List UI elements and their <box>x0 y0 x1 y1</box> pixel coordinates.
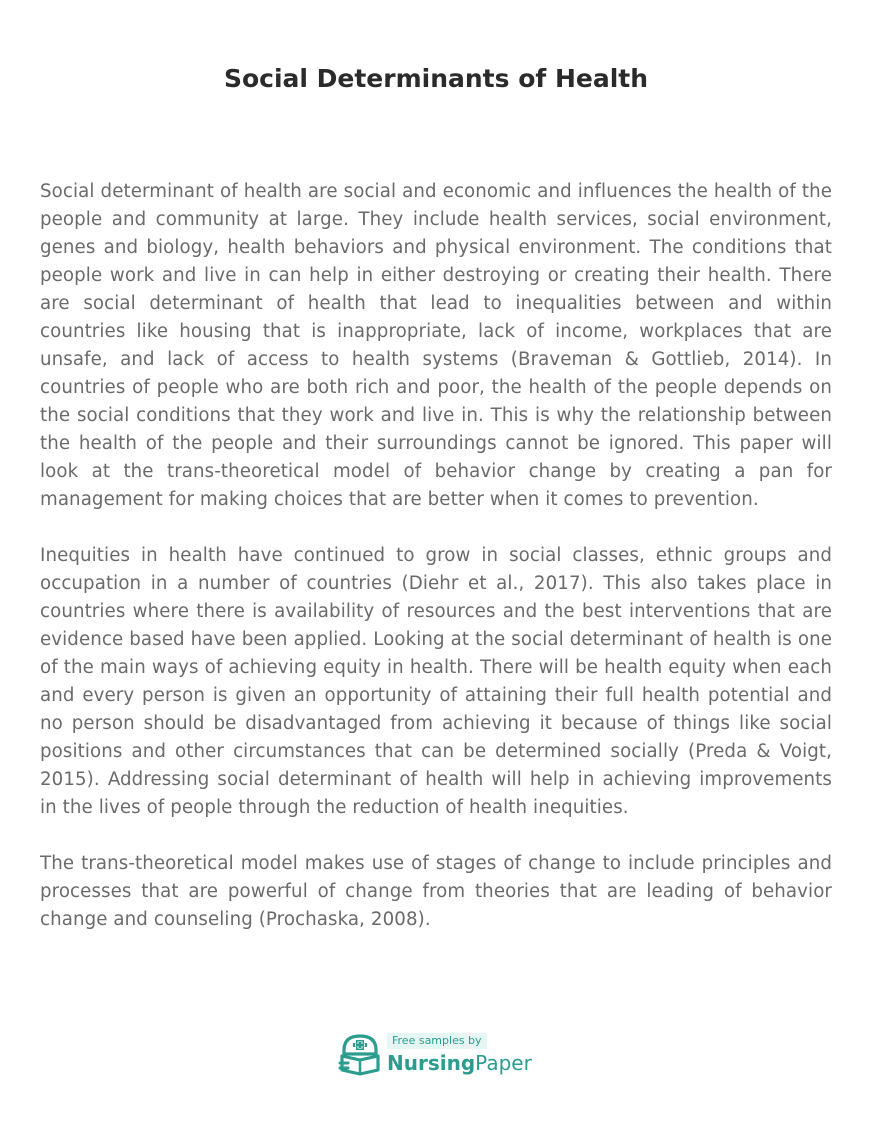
paragraph-3: The trans-theoretical model makes use of stages of change to include principles and processes that are powerful of change from theories that are leading of behavior change and counseling (Prochaska, 2008). <box>40 853 832 930</box>
brand-name <box>387 1050 532 1076</box>
document-body <box>40 178 832 962</box>
paragraph-2: Inequities in health have continued to grow in social classes, ethnic groups and occupation in a number of countries (Diehr et al., 2017). This also takes place in countries where there is availability of resources and the best interventions that are evidence based have been applied. Looking at the social determinant of health is one of the main ways of achieving equity in health. There will be health equity when each and every person is given an opportunity of attaining their full health potential and no person should be disadvantaged from achieving it because of things like social positions and other circumstances that can be determined socially (Preda & Voigt, 2015). Addressing social determinant of health will help in achieving improvements in the lives of people through the reduction of health inequities. <box>40 545 832 818</box>
brand-name-light: Paper <box>475 1051 532 1075</box>
footer-logo <box>336 1028 546 1082</box>
brand-name-bold: Nursing <box>387 1051 476 1075</box>
nurse-cap-icon <box>336 1030 384 1078</box>
free-samples-badge: Free samples by <box>387 1033 487 1049</box>
paragraph-1: Social determinant of health are social and economic and influences the health of the people and community at large. They include health services, social environment, genes and biology, health behaviors and physical environment. The conditions that people work and live in can help in either destroying or creating their health. There are social determinant of health that lead to inequalities between and within countries like housing that is inappropriate, lack of income, workplaces that are unsafe, and lack of access to health systems (Braveman & Gottlieb, 2014). In countries of people who are both rich and poor, the health of the people depends on the social conditions that they work and live in. This is why the relationship between the health of the people and their surroundings cannot be ignored. This paper will look at the trans-theoretical model of behavior change by creating a pan for management for making choices that are better when it comes to prevention. <box>40 181 832 510</box>
page-title: Social Determinants of Health <box>223 64 649 93</box>
